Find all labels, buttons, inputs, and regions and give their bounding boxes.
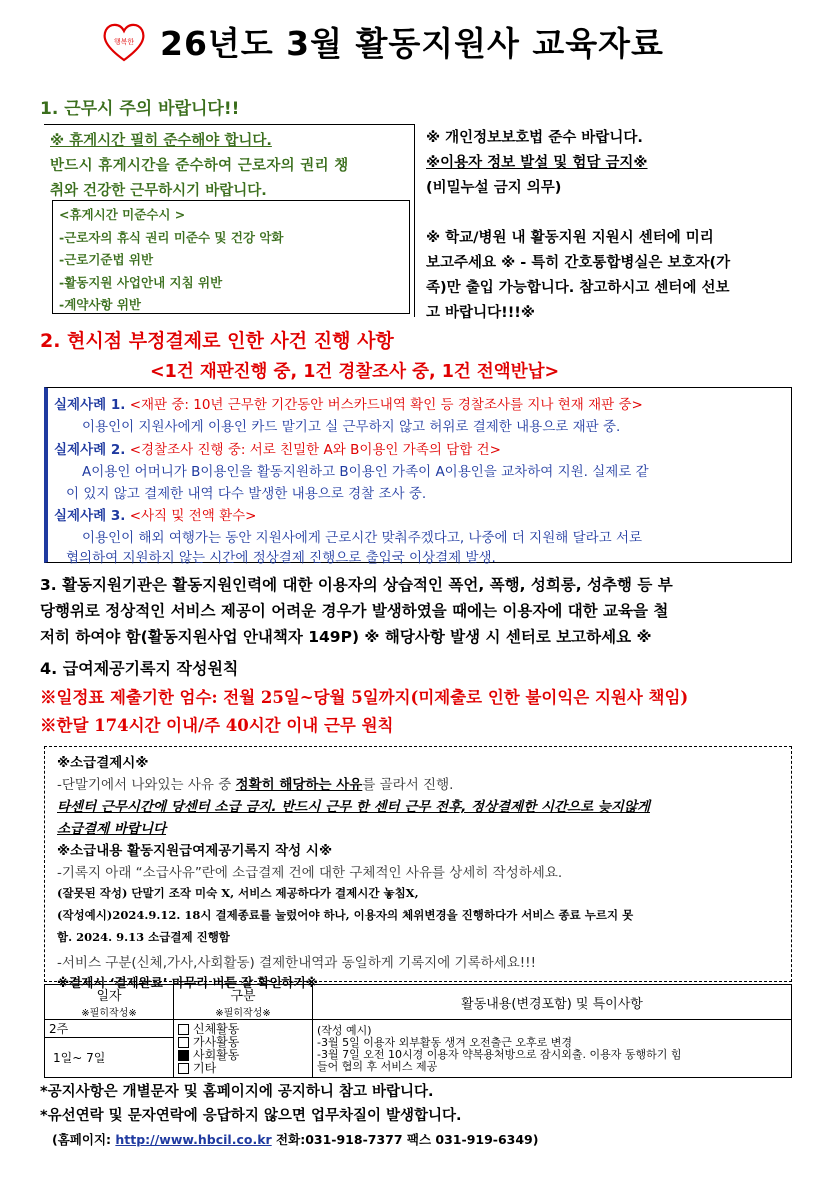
privacy-line: ※이용자 정보 발설 및 험담 금지※ <box>426 155 648 171</box>
rest-time-notice: ※ 휴게시간 필히 준수해야 합니다. <box>50 133 272 149</box>
guide-example: 함. 2024. 9.13 소급결제 진행함 <box>57 930 230 944</box>
section2-subheading: <1건 재판진행 중, 1건 경찰조사 중, 1건 전액반납> <box>150 362 560 382</box>
guide-wrong-example: (잘못된 작성) 단말기 조작 미숙 X, 서비스 제공하다가 결제시간 놓침X, <box>57 886 419 900</box>
section4-heading: 4. 급여제공기록지 작성원칙 <box>40 659 239 678</box>
checkbox-icon <box>178 1037 189 1048</box>
case-1-body: 이용인이 지원사에게 이용인 카드 맡기고 실 근무하지 않고 허위로 결제한 내용으로 재판 중. <box>82 419 621 435</box>
violation-item: -계약사항 위반 <box>59 297 141 312</box>
guide-line: -단말기에서 나와있는 사유 중 정확히 해당하는 사유를 골라서 진행. <box>57 777 454 793</box>
rest-time-line: 취와 건강한 근무하시기 바랍니다. <box>50 183 267 199</box>
violation-item: -활동지원 사업안내 지침 위반 <box>59 274 223 290</box>
type-cell <box>174 1020 313 1078</box>
page-title: 26년도 3월 활동지원사 교육자료 <box>160 24 664 63</box>
logo-text: 행복한 <box>113 38 135 46</box>
guide-warning: 타센터 근무시간에 당센터 소급 금지. 반드시 근무 한 센터 근무 전후, 정상결제한 시간으로 늦지않게 <box>57 799 650 815</box>
section3-line: 당행위로 정상적인 서비스 제공이 어려운 경우가 발생하였을 때에는 이용자에 대한 교육을 철 <box>40 602 669 620</box>
checkbox-checked-icon <box>178 1050 189 1061</box>
retro-payment-guide <box>44 746 792 990</box>
guide-subtitle: ※소급내용 활동지원급여제공기록지 작성 시※ <box>57 843 333 859</box>
section1-heading: 1. 근무시 주의 바랍니다!! <box>40 99 240 119</box>
guide-line: -기록지 아래 “소급사유”란에 소급결제 건에 대한 구체적인 사유를 상세히 작성하세요. <box>57 865 563 881</box>
type-option: 가사활동 <box>178 1036 308 1049</box>
case-3-body: 협의하여 지원하지 않는 시간에 정상결제 진행으로 출입국 이상결제 발생. <box>66 550 496 566</box>
case-2-body: A이용인 어머니가 B이용인을 활동지원하고 B이용인 가족이 A이용인을 교차하여 지원. 실제로 같 <box>82 464 649 480</box>
guide-warning: 소급결제 바랍니다 <box>57 821 167 837</box>
deadline-notice: ※일정표 제출기한 엄수: 전월 25일~당월 5일까지(미제출로 인한 불이익은 지원사 책임) <box>40 688 689 707</box>
violation-item: -근로기준법 위반 <box>59 252 154 267</box>
hospital-line: ※ 학교/병원 내 활동지원 지원시 센터에 미리 <box>426 230 714 246</box>
privacy-line: (비밀누설 금지 의무) <box>426 180 562 196</box>
hours-notice: ※한달 174시간 이내/주 40시간 이내 근무 원칙 <box>40 716 394 735</box>
privacy-line: ※ 개인정보보호법 준수 바랍니다. <box>426 130 643 146</box>
violation-item: -근로자의 휴식 권리 미준수 및 건강 악화 <box>59 229 284 245</box>
case-1-title: 실제사례 1. <재판 중: 10년 근무한 기간동안 버스카드내역 확인 등 경찰조사를 지나 현재 재판 중> <box>54 397 643 413</box>
section3-text <box>40 572 800 650</box>
checkbox-icon <box>178 1024 189 1035</box>
record-table <box>44 984 792 1078</box>
type-option: 기타 <box>178 1062 308 1075</box>
checkbox-icon <box>178 1063 189 1074</box>
hospital-line: 보고주세요 ※ - 특히 간호통합병실은 보호자(가 <box>426 255 731 271</box>
guide-example: (작성예시)2024.9.12. 18시 결제종료를 눌렀어야 하나, 이용자의 체위변경을 진행하다가 서비스 종료 누르지 못 <box>57 908 634 922</box>
notice-2: *유선연락 및 문자연락에 응답하지 않으면 업무차질이 발생합니다. <box>40 1108 462 1124</box>
violation-box <box>52 200 410 314</box>
type-option: 사회활동 <box>178 1049 308 1062</box>
logo <box>100 20 148 64</box>
guide-finish-note: ※결제시 ‘결제완료’ 마무리 버튼 잘 확인하기※ <box>57 975 318 990</box>
rest-time-line: 반드시 휴게시간을 준수하여 근로자의 권리 챙 <box>50 158 349 174</box>
section3-line: 저히 하여야 함(활동지원사업 안내책자 149P) ※ 해당사항 발생 시 센터로 보고하세요 ※ <box>40 628 652 646</box>
contact-line: (홈페이지: http://www.hbcil.co.kr 전화:031-918-7377 팩스 031-919-6349) <box>52 1132 539 1147</box>
case-box <box>44 387 792 566</box>
notice-1: *공지사항은 개별문자 및 홈페이지에 공지하니 참고 바랍니다. <box>40 1084 434 1100</box>
range-cell: 1일~ 7일 <box>45 1038 174 1078</box>
homepage-link[interactable]: http://www.hbcil.co.kr <box>115 1132 272 1147</box>
header-desc: 활동내용(변경포함) 및 특이사항 <box>313 985 792 1020</box>
case-2-title: 실제사례 2. <경찰조사 진행 중: 서로 친밀한 A와 B이용인 가족의 담합 건> <box>54 442 501 458</box>
desc-cell: (작성 예시) -3월 5일 이용자 외부활동 생겨 오전출근 오후로 변경 -3월 7일 오전 10시경 이용자 약복용처방으로 잠시외출. 이용자 동행하기 힘 들어 협의 후 서비스 제공 <box>313 1020 792 1078</box>
case-2-body: 이 있지 않고 결제한 내역 다수 발생한 내용으로 경찰 조사 중. <box>66 486 427 502</box>
case-3-title: 실제사례 3. <사직 및 전액 환수> <box>54 508 257 524</box>
violation-item: <휴게시간 미준수시 > <box>59 207 186 222</box>
header-date: 일자 ※필히작성※ <box>45 985 174 1020</box>
header-type: 구분 ※필히작성※ <box>174 985 313 1020</box>
hospital-line: 족)만 출입 가능합니다. 참고하시고 센터에 선보 <box>426 280 730 296</box>
hospital-line: 고 바랍니다!!!※ <box>426 305 536 321</box>
guide-line: -서비스 구분(신체,가사,사회활동) 결제한내역과 동일하게 기록지에 기록하세요!!! <box>57 955 536 971</box>
section2-heading: 2. 현시점 부정결제로 인한 사건 진행 사항 <box>40 330 394 352</box>
type-option: 신체활동 <box>178 1023 308 1036</box>
week-cell: 2주 <box>45 1020 174 1038</box>
case-3-body: 이용인이 해외 여행가는 동안 지원사에게 근로시간 맞춰주겠다고, 나중에 더 지원해 달라고 서로 <box>82 530 643 546</box>
section3-line: 3. 활동지원기관은 활동지원인력에 대한 이용자의 상습적인 폭언, 폭행, 성희롱, 성추행 등 부 <box>40 576 673 594</box>
guide-title: ※소급결제시※ <box>57 755 149 771</box>
